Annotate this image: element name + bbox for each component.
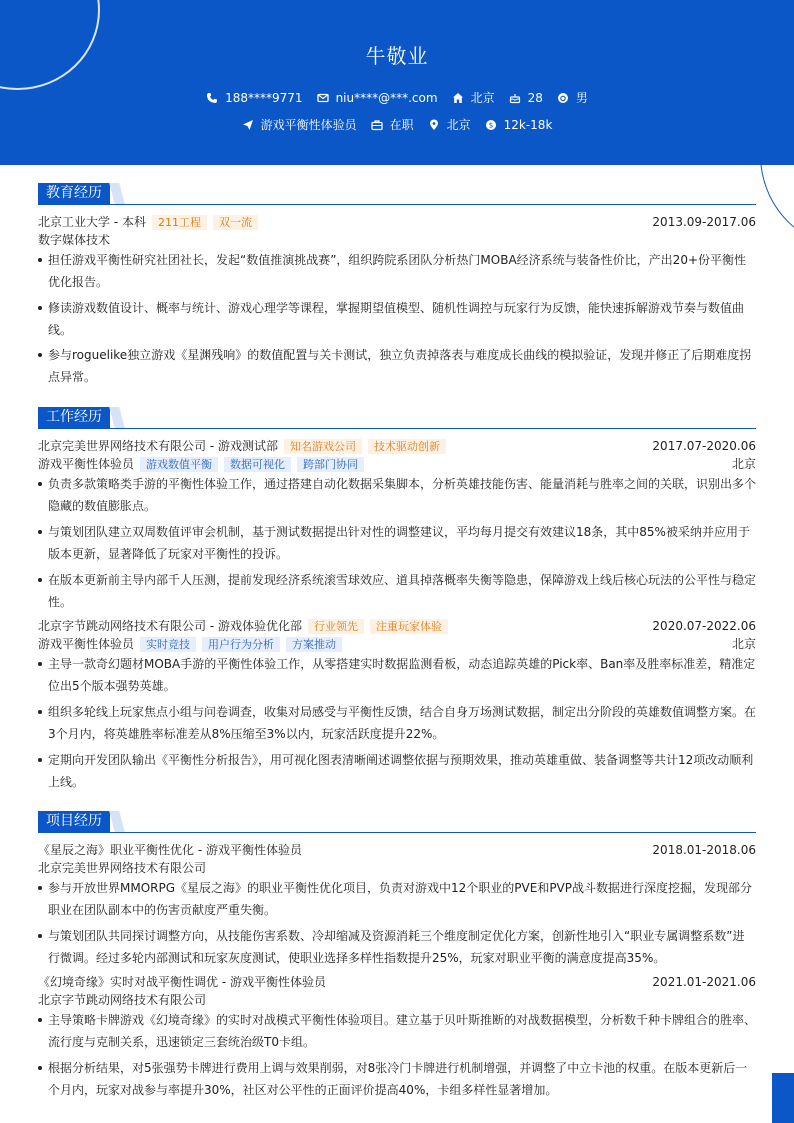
section-title-projects [38, 811, 756, 833]
resume-header [0, 0, 794, 165]
work-dates: 2020.07-2022.06 [652, 619, 756, 633]
candidate-name: 牛敬业 [365, 44, 429, 68]
section-title-work [38, 407, 756, 429]
status-text: 在职 [389, 118, 414, 132]
section-label: 工作经历 [38, 407, 110, 428]
major-row [38, 231, 756, 249]
project-bullet: 根据分析结果，对5张强势卡牌进行费用上调与效果削弱，对8张冷门卡牌进行机制增强，并调整了中立卡池的权重。在版本更新后一个月内，玩家对战参与率提升30%，社区对公平性的正面评价提高40%，卡组多样性显著增加。 [38, 1057, 756, 1101]
money-icon [485, 119, 497, 131]
project-title: 《星辰之海》职业平衡性优化 - 游戏平衡性体验员 [38, 843, 302, 857]
project-bullet: 与策划团队共同探讨调整方向，从技能伤害系数、冷却缩减及资源消耗三个维度制定优化方案，创新性地引入“职业专属调整系数”进行微调。经过多轮内部测试和玩家灰度测试，使职业选择多样性指数提升25%，玩家对职业平衡的满意度提高35%。 [38, 925, 756, 969]
project-company-row [38, 991, 756, 1009]
education-bullet: 参与roguelike独立游戏《星渊残响》的数值配置与关卡测试，独立负责掉落表与难度成长曲线的模拟验证，发现并修正了后期难度拐点异常。 [38, 344, 756, 388]
project-title-row [38, 973, 756, 991]
work-company-row [38, 437, 756, 455]
role-text: 游戏平衡性体验员 [38, 457, 135, 471]
cake-icon [509, 92, 521, 104]
education-dates: 2013.09-2017.06 [652, 215, 756, 229]
project-bullet: 参与开放世界MMORPG《星辰之海》的职业平衡性优化项目，负责对游戏中12个职业的PVE和PVP战斗数据进行深度挖掘，发现部分职业在团队副本中的伤害贡献度严重失衡。 [38, 877, 756, 921]
role-tag: 用户行为分析 [202, 637, 280, 652]
gender-info [557, 89, 588, 106]
age-text: 28 [527, 90, 543, 105]
company-tag: 知名游戏公司 [284, 439, 362, 454]
education-header [38, 213, 756, 231]
phone-info [206, 91, 302, 105]
project-title: 《幻境奇缘》实时对战平衡性调优 - 游戏平衡性体验员 [38, 975, 326, 989]
project-bullet: 主导策略卡牌游戏《幻境奇缘》的实时对战模式平衡性体验项目。建立基于贝叶斯推断的对战数据模型，分析数千种卡牌组合的胜率、流行度与克制关系，迅速锁定三套统治级T0卡组。 [38, 1009, 756, 1053]
work-company-row [38, 617, 756, 635]
work-bullet: 负责多款策略类手游的平衡性体验工作，通过搭建自动化数据采集脚本，分析英雄技能伤害、能量消耗与胜率之间的关联，识别出多个隐藏的数值膨胀点。 [38, 473, 756, 517]
project-company-row [38, 859, 756, 877]
target-city-info [428, 116, 471, 133]
work-bullet: 定期向开发团队输出《平衡性分析报告》，用可视化图表清晰阐述调整依据与预期效果，推动英雄重做、装备调整等共计12项改动顺利上线。 [38, 749, 756, 793]
company-line: 北京完美世界网络技术有限公司 - 游戏测试部 [38, 439, 278, 453]
education-bullet: 修读游戏数值设计、概率与统计、游戏心理学等课程，掌握期望值模型、随机性调控与玩家行为反馈，能快速拆解游戏节奏与数值曲线。 [38, 297, 756, 341]
decorative-bar [772, 1073, 794, 1123]
company-tag: 技术驱动创新 [368, 439, 446, 454]
section-tail-decoration [109, 407, 125, 428]
role-text: 游戏平衡性体验员 [38, 637, 135, 651]
gender-icon [557, 92, 569, 104]
role-tag: 数据可视化 [224, 457, 291, 472]
target-position-info [242, 116, 357, 133]
role-tag: 方案推动 [286, 637, 342, 652]
svg-text:$: $ [488, 121, 493, 130]
project-company: 北京完美世界网络技术有限公司 [38, 861, 207, 875]
section-title-education [38, 183, 756, 205]
school-tag: 双一流 [213, 215, 258, 230]
phone-text: 188****9771 [225, 90, 303, 105]
location-text: 北京 [470, 91, 495, 105]
work-city: 北京 [731, 457, 756, 471]
work-role-row [38, 635, 756, 653]
salary-info [485, 118, 553, 132]
role-tag: 游戏数值平衡 [140, 457, 218, 472]
work-bullet: 在版本更新前主导内部千人压测，提前发现经济系统滚雪球效应、道具掉落概率失衡等隐患，保障游戏上线后核心玩法的公平性与稳定性。 [38, 569, 756, 613]
location-info [452, 89, 495, 106]
briefcase-icon [371, 119, 383, 131]
section-tail-decoration [109, 811, 125, 832]
work-city: 北京 [731, 637, 756, 651]
section-tail-decoration [109, 183, 125, 204]
work-bullet: 主导一款奇幻题材MOBA手游的平衡性体验工作，从零搭建实时数据监测看板，动态追踪英雄的Pick率、Ban率及胜率标准差，精准定位出5个版本强势英雄。 [38, 653, 756, 697]
home-icon [452, 92, 464, 104]
section-label: 教育经历 [38, 183, 110, 204]
contact-row [0, 89, 794, 106]
education-bullet: 担任游戏平衡性研究社团社长，发起“数值推演挑战赛”，组织跨院系团队分析热门MOBA经济系统与装备性价比，产出20+份平衡性优化报告。 [38, 249, 756, 293]
major-text: 数字媒体技术 [38, 233, 111, 247]
role-tag: 实时竞技 [140, 637, 196, 652]
project-title-row [38, 841, 756, 859]
mail-icon [317, 92, 329, 104]
work-bullet: 组织多轮线上玩家焦点小组与问卷调查，收集对局感受与平衡性反馈，结合自身万场测试数据，制定出分阶段的英雄数值调整方案。在3个月内，将英雄胜率标准差从8%压缩至3%以内，玩家活跃度提升22%。 [38, 701, 756, 745]
company-tag: 行业领先 [308, 619, 364, 634]
email-text: niu****@***.com [335, 90, 438, 105]
project-company: 北京字节跳动网络技术有限公司 [38, 993, 207, 1007]
school-line: 北京工业大学 - 本科 [38, 215, 146, 229]
work-role-row [38, 455, 756, 473]
status-info [371, 116, 414, 133]
salary-text: 12k-18k [503, 117, 553, 132]
company-tag: 注重玩家体验 [370, 619, 448, 634]
role-tag: 跨部门协同 [297, 457, 364, 472]
target-position-text: 游戏平衡性体验员 [260, 118, 357, 132]
target-city-text: 北京 [446, 118, 471, 132]
send-icon [242, 119, 254, 131]
age-info [509, 91, 543, 105]
project-dates: 2021.01-2021.06 [652, 975, 756, 989]
project-dates: 2018.01-2018.06 [652, 843, 756, 857]
work-dates: 2017.07-2020.06 [652, 439, 756, 453]
phone-icon [206, 92, 218, 104]
section-label: 项目经历 [38, 811, 110, 832]
location-pin-icon [428, 119, 440, 131]
school-tag: 211工程 [152, 215, 207, 230]
work-bullet: 与策划团队建立双周数值评审会机制，基于测试数据提出针对性的调整建议，平均每月提交有效建议18条，其中85%被采纳并应用于版本更新，显著降低了玩家对平衡性的投诉。 [38, 521, 756, 565]
gender-text: 男 [575, 91, 588, 105]
intention-row [0, 116, 794, 133]
email-info [317, 91, 438, 105]
company-line: 北京字节跳动网络技术有限公司 - 游戏体验优化部 [38, 619, 302, 633]
